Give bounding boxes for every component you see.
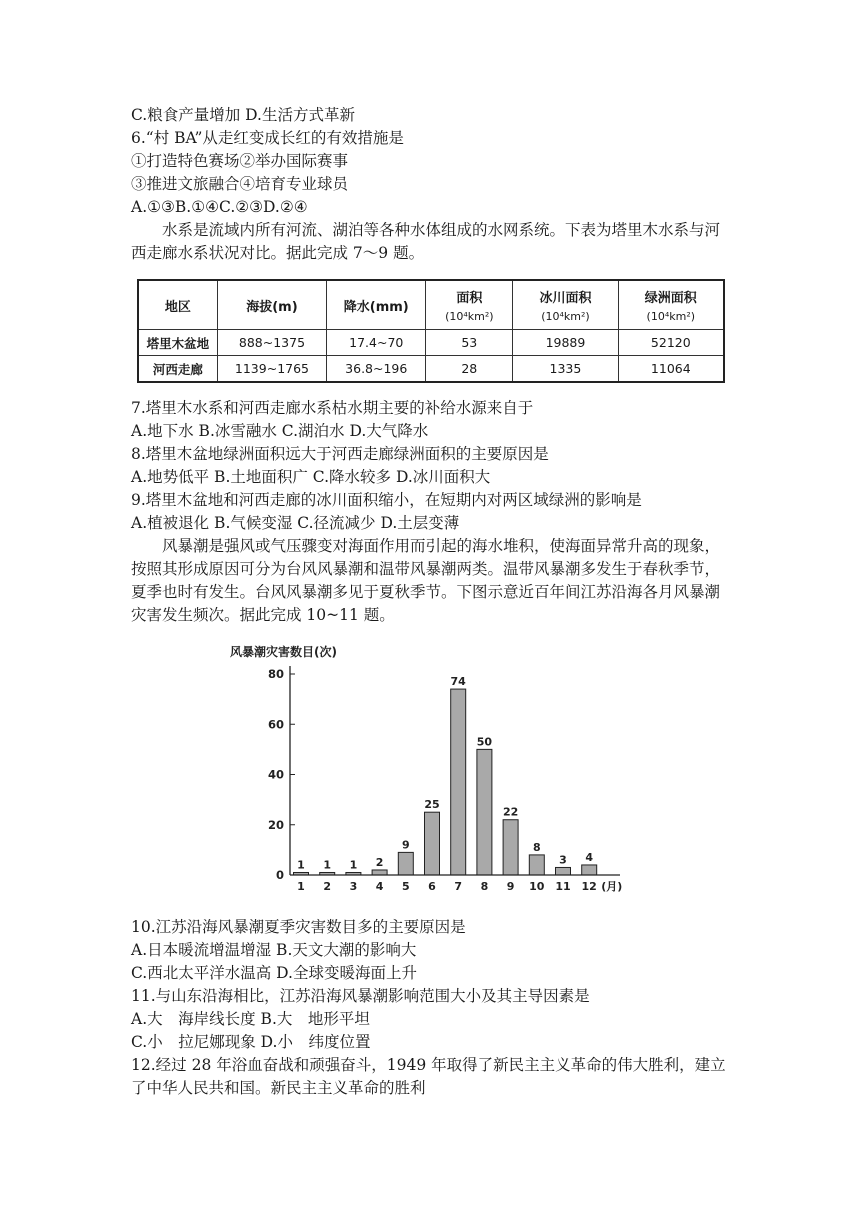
storm-surge-bar-chart <box>220 636 640 898</box>
bar <box>582 865 597 875</box>
options-q8: A.地势低平 B.土地面积广 C.降水较多 D.冰川面积大 <box>131 468 491 486</box>
table-header: 面积 (10⁴km²) <box>426 280 513 330</box>
x-tick-label: 5 <box>401 880 410 893</box>
table-cell: 河西走廊 <box>138 356 217 383</box>
bar <box>425 812 440 875</box>
statement-line: ①打造特色赛场②举办国际赛事 <box>131 152 349 170</box>
table-cell: 17.4~70 <box>327 330 426 356</box>
table-cell: 19889 <box>513 330 618 356</box>
x-tick-label: 2 <box>323 880 332 893</box>
bar-value-label: 1 <box>349 858 358 872</box>
x-tick-label: 12 <box>581 880 597 893</box>
table-row <box>138 356 724 383</box>
bar-value-label: 25 <box>424 798 440 812</box>
table-cell: 28 <box>426 356 513 383</box>
bar-value-label: 8 <box>532 840 541 854</box>
table-cell: 36.8~196 <box>327 356 426 383</box>
bar <box>372 870 387 875</box>
question-9: 9.塔里木盆地和河西走廊的冰川面积缩小，在短期内对两区域绿洲的影响是 <box>131 491 642 509</box>
x-axis-unit: (月) <box>601 880 623 893</box>
x-tick-label: 9 <box>506 880 515 893</box>
bar <box>477 749 492 875</box>
bar-value-label: 2 <box>375 855 384 869</box>
table-cell: 1139~1765 <box>217 356 326 383</box>
passage-water-system: 水系是流域内所有河流、湖泊等各种水体组成的水网系统。下表为塔里木水系与河西走廊水系状况对比。据此完成 7～9 题。 <box>131 221 721 262</box>
x-tick-label: 10 <box>529 880 545 893</box>
table-header: 绿洲面积 (10⁴km²) <box>618 280 724 330</box>
options-q10-cd: C.西北太平洋水温高 D.全球变暖海面上升 <box>131 964 417 982</box>
options-q6: A.①③B.①④C.②③D.②④ <box>131 198 308 216</box>
bar-value-label: 74 <box>450 675 466 689</box>
water-system-table <box>137 279 725 383</box>
option-line-q5: C.粮食产量增加 D.生活方式革新 <box>131 106 355 124</box>
options-q11-ab: A.大 海岸线长度 B.大 地形平坦 <box>131 1010 370 1028</box>
table-header: 冰川面积 (10⁴km²) <box>513 280 618 330</box>
bar <box>503 820 518 875</box>
bar-value-label: 3 <box>559 853 567 867</box>
question-12: 12.经过 28 年浴血奋战和顽强奋斗，1949 年取得了新民主主义革命的伟大胜利，建立了中华人民共和国。新民主主义革命的胜利 <box>131 1056 726 1097</box>
question-8: 8.塔里木盆地绿洲面积远大于河西走廊绿洲面积的主要原因是 <box>131 445 549 463</box>
bar-value-label: 22 <box>502 805 519 819</box>
options-q10-ab: A.日本暖流增温增湿 B.天文大潮的影响大 <box>131 941 417 959</box>
y-tick-label: 60 <box>267 717 284 732</box>
options-q9: A.植被退化 B.气候变湿 C.径流减少 D.土层变薄 <box>131 514 460 532</box>
y-tick-label: 20 <box>267 817 284 832</box>
bar-value-label: 1 <box>297 858 305 872</box>
bar <box>451 689 466 875</box>
options-q11-cd: C.小 拉尼娜现象 D.小 纬度位置 <box>131 1033 371 1051</box>
x-tick-label: 11 <box>555 880 571 893</box>
x-tick-label: 1 <box>297 880 305 893</box>
options-q7: A.地下水 B.冰雪融水 C.湖泊水 D.大气降水 <box>131 422 429 440</box>
x-tick-label: 8 <box>480 880 489 893</box>
table-cell: 11064 <box>618 356 724 383</box>
bar <box>556 867 571 875</box>
bar-value-label: 50 <box>476 735 493 749</box>
bar-value-label: 9 <box>401 838 410 852</box>
table-header: 地区 <box>138 280 217 330</box>
x-tick-label: 7 <box>454 880 463 893</box>
table-header: 海拔(m) <box>217 280 326 330</box>
table-cell: 塔里木盆地 <box>138 330 217 356</box>
bar <box>398 852 413 875</box>
table-cell: 888~1375 <box>217 330 326 356</box>
x-tick-label: 3 <box>349 880 358 893</box>
y-tick-label: 80 <box>267 667 284 681</box>
bar-value-label: 4 <box>585 850 594 864</box>
bar-value-label: 1 <box>323 858 332 872</box>
y-tick-label: 0 <box>275 868 284 882</box>
statement-line: ③推进文旅融合④培育专业球员 <box>131 175 349 193</box>
table-header: 降水(mm) <box>327 280 426 330</box>
table-cell: 52120 <box>618 330 724 356</box>
question-7: 7.塔里木水系和河西走廊水系枯水期主要的补给水源来自于 <box>131 399 534 417</box>
table-row <box>138 330 724 356</box>
y-axis-title: 风暴潮灾害数目(次) <box>230 645 337 659</box>
question-6: 6.“村 BA”从走红变成长红的有效措施是 <box>131 129 404 147</box>
y-tick-label: 40 <box>267 767 284 782</box>
x-tick-label: 6 <box>428 880 436 893</box>
table-cell: 1335 <box>513 356 618 383</box>
x-tick-label: 4 <box>375 880 384 893</box>
passage-storm-surge: 风暴潮是强风或气压骤变对海面作用而引起的海水堆积，使海面异常升高的现象，按照其形成原因可分为台风风暴潮和温带风暴潮两类。温带风暴潮多发生于春秋季节，夏季也时有发生。台风风暴潮多见于夏秋季节。下图示意近百年间江苏沿海各月风暴潮灾害发生频次。据此完成 10~11 题。 <box>131 537 721 624</box>
table-cell: 53 <box>426 330 513 356</box>
bar <box>529 855 544 875</box>
question-10: 10.江苏沿海风暴潮夏季灾害数目多的主要原因是 <box>131 918 466 936</box>
question-11: 11.与山东沿海相比，江苏沿海风暴潮影响范围大小及其主导因素是 <box>131 987 590 1005</box>
